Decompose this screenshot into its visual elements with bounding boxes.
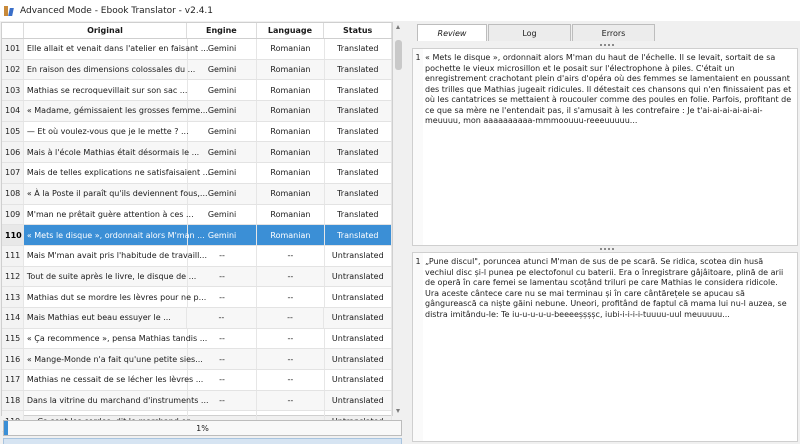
cell-language: -- — [257, 308, 325, 328]
cell-original: Elle allait et venait dans l'atelier en faisant ... — [24, 39, 188, 59]
table-row[interactable] — [2, 308, 392, 329]
cell-status: Translated — [325, 142, 392, 162]
cell-language: Romanian — [257, 39, 324, 59]
cell-original: Tout de suite après le livre, le disque de ... — [24, 267, 188, 287]
table-row[interactable] — [2, 184, 392, 205]
table-row[interactable] — [2, 391, 392, 412]
cell-original: Mais de telles explications ne satisfaisaient ... — [24, 163, 188, 183]
cell-original: M'man ne prêtait guère attention à ces ... — [24, 205, 188, 225]
cell-original: Mathias dut se mordre les lèvres pour ne p... — [24, 287, 188, 307]
progress-bar — [3, 420, 402, 436]
cell-language: -- — [257, 287, 324, 307]
cell-status: Translated — [325, 225, 392, 245]
row-number: 104 — [2, 101, 24, 121]
cell-status: Untranslated — [325, 391, 392, 411]
cell-engine: Gemini — [188, 39, 257, 59]
cell-original: Dans la vitrine du marchand d'instruments ... — [24, 391, 188, 411]
table-row[interactable] — [2, 329, 392, 350]
cell-engine: -- — [188, 349, 257, 369]
table-row[interactable] — [2, 163, 392, 184]
scrollbar-thumb[interactable] — [395, 40, 402, 70]
cell-language: -- — [257, 370, 324, 390]
row-number: 117 — [2, 370, 24, 390]
cell-status: Untranslated — [325, 329, 392, 349]
cell-language: Romanian — [257, 205, 324, 225]
table-row[interactable] — [2, 101, 392, 122]
cell-status: Translated — [325, 205, 392, 225]
translation-line-number: 1 — [413, 253, 423, 441]
app-logo-icon — [4, 5, 15, 16]
cell-engine: -- — [188, 329, 257, 349]
cell-status: Translated — [325, 101, 392, 121]
table-header — [2, 23, 392, 39]
cell-language: Romanian — [257, 122, 324, 142]
row-number: 111 — [2, 246, 24, 266]
tab-bar — [417, 24, 656, 41]
cell-language: Romanian — [257, 101, 324, 121]
cell-engine: -- — [188, 370, 257, 390]
cell-original: Mais à l'école Mathias était désormais le ... — [24, 142, 188, 162]
cell-status: Untranslated — [325, 287, 392, 307]
cell-status: Untranslated — [325, 267, 392, 287]
header-row-number — [2, 23, 24, 38]
cell-engine: -- — [187, 308, 257, 328]
cell-original: En raison des dimensions colossales du ... — [24, 60, 188, 80]
header-language[interactable]: Language — [257, 23, 325, 38]
table-body — [2, 39, 392, 432]
header-status[interactable]: Status — [324, 23, 392, 38]
cell-status: Untranslated — [324, 308, 392, 328]
cell-engine: -- — [188, 246, 257, 266]
cell-language: Romanian — [257, 184, 324, 204]
row-number: 112 — [2, 267, 24, 287]
table-row[interactable] — [2, 142, 392, 163]
translation-text[interactable]: „Pune discul", poruncea atunci M'man de sus de pe scară. Se ridica, scotea din husă vechiul disc și-l punea pe electofonul cu baterii. Era o înregistrare gâjâitoare, plină de arii de operă în care femei se lamentau scoțând triluri pe care Mathias le considera ridicole. Ura aceste cântece care nu se mai terminau și în care cântărețele se apucau să gângurească ca niște găini nebune. Uneori, profitând de faptul că mama lui nu-l auzea, se distra imitându-le: Te iu-u-u-u-u-beeeeșșșșc, iubi-i-i-i-i-tuuuu-uul meuuuuu... — [425, 257, 787, 319]
cell-language: Romanian — [257, 60, 324, 80]
cell-status: Translated — [325, 184, 392, 204]
table-row[interactable] — [2, 349, 392, 370]
row-number: 105 — [2, 122, 24, 142]
row-number: 102 — [2, 60, 24, 80]
table-row[interactable] — [2, 60, 392, 81]
cell-original: Mais Mathias eut beau essuyer le ... — [24, 308, 187, 328]
cell-original: « Ça recommence », pensa Mathias tandis ... — [24, 329, 188, 349]
header-engine[interactable]: Engine — [187, 23, 257, 38]
cell-status: Translated — [325, 39, 392, 59]
cell-status: Translated — [325, 60, 392, 80]
cell-engine: -- — [188, 391, 257, 411]
table-row[interactable] — [2, 122, 392, 143]
cell-original: « Mets le disque », ordonnait alors M'man ... — [24, 225, 188, 245]
table-row[interactable] — [2, 267, 392, 288]
cell-status: Untranslated — [325, 370, 392, 390]
cell-original: « Madame, gémissaient les grosses femme... — [24, 101, 188, 121]
header-original[interactable]: Original — [24, 23, 187, 38]
tab-review[interactable]: Review — [417, 24, 487, 41]
cell-language: Romanian — [257, 80, 324, 100]
source-line-number: 1 — [413, 49, 423, 245]
row-number: 118 — [2, 391, 24, 411]
row-number: 110 — [2, 225, 24, 245]
cell-language: -- — [257, 267, 324, 287]
row-number: 107 — [2, 163, 24, 183]
source-text-pane[interactable] — [412, 48, 798, 246]
row-number: 106 — [2, 142, 24, 162]
title-bar — [0, 0, 800, 21]
row-number: 101 — [2, 39, 24, 59]
cell-engine: Gemini — [188, 101, 257, 121]
cell-status: Translated — [325, 122, 392, 142]
table-scrollbar[interactable] — [394, 22, 403, 416]
cell-language: -- — [257, 349, 324, 369]
cell-engine: Gemini — [188, 142, 257, 162]
row-number: 116 — [2, 349, 24, 369]
cell-engine: -- — [188, 267, 257, 287]
cell-original: Mais M'man avait pris l'habitude de travaill... — [24, 246, 188, 266]
cell-engine: Gemini — [188, 60, 257, 80]
table-row[interactable] — [2, 225, 392, 246]
row-number: 115 — [2, 329, 24, 349]
cell-original: Mathias ne cessait de se lécher les lèvres ... — [24, 370, 188, 390]
cell-original: — Et où voulez-vous que je le mette ? ... — [24, 122, 188, 142]
cell-engine: Gemini — [188, 80, 257, 100]
cell-engine: -- — [188, 287, 257, 307]
cell-status: Translated — [325, 80, 392, 100]
cell-original: « À la Poste il paraît qu'ils deviennent fous,... — [24, 184, 188, 204]
cell-engine: Gemini — [188, 205, 257, 225]
cell-status: Untranslated — [325, 349, 392, 369]
paragraph-table[interactable] — [1, 22, 393, 416]
cell-status: Untranslated — [325, 246, 392, 266]
cell-language: Romanian — [257, 142, 324, 162]
cell-engine: Gemini — [188, 163, 257, 183]
tab-errors[interactable]: Errors — [572, 24, 655, 41]
cell-language: -- — [257, 391, 324, 411]
cell-language: -- — [257, 329, 324, 349]
cell-language: -- — [257, 246, 324, 266]
action-button-strip[interactable] — [3, 438, 402, 444]
cell-language: Romanian — [257, 163, 324, 183]
tab-log[interactable]: Log — [488, 24, 571, 41]
progress-fill — [4, 421, 8, 435]
row-number: 114 — [2, 308, 24, 328]
source-text[interactable]: « Mets le disque », ordonnait alors M'man du haut de l'échelle. Il se levait, sortait de sa pochette le vieux microsillon et le posait sur l'électrophone à piles. C'était un enregistrement crachotant plein d'airs d'opéra où des femmes se lamentaient en poussant des trilles que Mathias jugeait ridicules. Il détestait ces chansons qui n'en finissaient pas et où les cantatrices se mettaient à roucouler comme des poules en folie. Parfois, profitant de ce que sa mère ne l'entendait pas, il s'amusait à les contrefaire : Je t'ai-ai-ai-ai-ai-ai-meuuuu, mon aaaaaaaaaa-mmmoouuu-reeeuuuuu... — [425, 53, 792, 125]
table-row[interactable] — [2, 370, 392, 391]
cell-engine: Gemini — [188, 122, 257, 142]
table-row[interactable] — [2, 39, 392, 60]
table-row[interactable] — [2, 246, 392, 267]
scroll-up-icon[interactable] — [396, 25, 400, 29]
cell-language: Romanian — [257, 225, 324, 245]
translation-text-pane[interactable] — [412, 252, 798, 442]
progress-label: 1% — [196, 423, 209, 433]
row-number: 103 — [2, 80, 24, 100]
row-number: 108 — [2, 184, 24, 204]
scroll-down-icon[interactable] — [396, 409, 400, 413]
window-title: Advanced Mode - Ebook Translator - v2.4.1 — [20, 5, 214, 16]
cell-original: « Mange-Monde n'a fait qu'une petite sies... — [24, 349, 188, 369]
row-number: 113 — [2, 287, 24, 307]
table-row[interactable] — [2, 205, 392, 226]
cell-engine: Gemini — [188, 184, 257, 204]
cell-engine: Gemini — [188, 225, 257, 245]
cell-status: Translated — [325, 163, 392, 183]
cell-original: Mathias se recroquevillait sur son sac ... — [24, 80, 188, 100]
table-row[interactable] — [2, 287, 392, 308]
table-row[interactable] — [2, 80, 392, 101]
row-number: 109 — [2, 205, 24, 225]
